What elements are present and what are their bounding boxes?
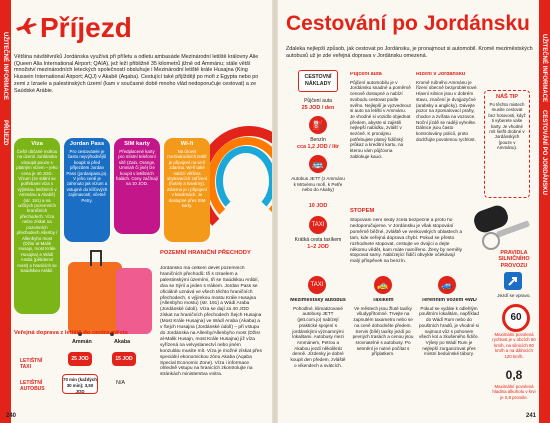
road-rules-note: Jezdí se vpravo. (497, 293, 531, 298)
hitch-text: Stopování není nikdy zcela bezpečné a proto ho nedoporučujeme. V Jordánsku je však stopování poměrně běžné, zvláště ve venkovských oblastech a tam, kde veřejná doprava chybí. Pokud se přesto rozhodnete stopovat, cestujte ve dvojici a dejte někomu vědět, kam máte namířeno. Ženy by neměly stopovat samy. Nabízející řidiči obvykle očekávají malý příspěvek na benzín. (350, 218, 462, 265)
table-col-amman: Ammán (72, 339, 92, 345)
taxi-amman-value: 25 JOD (68, 352, 92, 366)
alcohol-limit-text: Maximální povolená hladina alkoholu v krvi je 0,8 promile. (492, 384, 536, 400)
transport-heading: Veřejná doprava z letiště do centra města (14, 330, 128, 336)
driving-section (416, 72, 478, 202)
speed-limit-sign: 60 (502, 304, 530, 332)
car-rental-heading: Půjčení auta (350, 72, 382, 77)
table-row-taxi-label: LETIŠTNÍ TAXI (20, 358, 43, 370)
crossings-heading: POZEMNÍ HRANIČNÍ PŘECHODY (160, 250, 251, 256)
side-tab-section: PŘÍJEZD (2, 120, 8, 146)
page-title: Příjezd (40, 12, 132, 43)
taxi-column-heading: Taxíkem (372, 298, 394, 303)
jordan-pass-card-body: Pro cestovatele je často nejvýhodnější koupit si před příjezdem Jordan Pass (jordanpass.jo). V jeho ceně je zahrnuto jak vízum a vstupné do klíčových zajímavostí, včetně Petry. (66, 149, 108, 203)
cost-label: Autobus JETT (z Ammánu k Mrtvému moři, k Petře nebo do Akaby) (291, 176, 345, 193)
bus-column-text: Pohodlné, klimatizované autobusy JETT (jett.com.jo) nabízejí praktické spojení s jordánskými významnými lokalitami. Autobusy mezi Ammánem, Petrou a Akabou jezdí několikrát denně. Jízdenky je dobré koupit den předem, zvláště o víkendech a svátcích. (290, 305, 346, 368)
fuel-icon: ⛽ (309, 116, 327, 134)
jeep-icon: 🚙 (438, 276, 456, 294)
wifi-card (164, 138, 210, 242)
jordan-pass-card-title: Jordan Pass (69, 141, 105, 147)
wifi-card-title: Wi-fi (180, 141, 194, 147)
car-icon: 🚕 (374, 276, 392, 294)
costs-box: CESTOVNÍ NÁKLADY (298, 70, 338, 92)
page-title: Cestování po Jordánsku (286, 12, 530, 35)
bus-column-heading: Meziměstský autobus (290, 298, 346, 303)
driving-heading: Řízení v Jordánsku (416, 72, 466, 77)
visa-card-body: Čeští občané mohou na území Jordánska vstoupit pouze s platným vízem – jeho cena je 40 JOD. Vízum (ze státní se potřebami víza s výjimkou letištních v Ammánu a Akabě) (str. 191) a na určitých pozemních hraničních přechodech. Víza nelze získat na pozemních přechodech Allenby / Allenbyho most (Džisr al-Malik Husajn, most Krále Husajna) a Wádí Araba (pětidenní most) a hranicích se Saúdskou Arábií. (16, 149, 58, 273)
sim-card-card (114, 138, 160, 234)
wifi-card-body: Na úrovni mezinárodních letišť je připojení na wi-fi zdarma. Wi-fi také nabízí většina ubytovacích zařízení (hotely a kavárny). Zdarma je i připojení v kavárnách. Je dostupné přes SIM karty. (166, 149, 208, 209)
cost-value: cca 1,2 JOD / litr (297, 144, 339, 150)
jordan-pass-card (64, 138, 110, 242)
car-rental-text: Půjčení automobilu je v Jordánsku snadné a poměrně cenově dostupné a nabízí svobodu cestovat podle svého. Nejlepší je vyzvednout si auto na letišti v Ammánu. Je vhodné si vozidlo objednat předem, abyste si zajistili nejlepší nabídku, zvlášť v sezóně. K pronájmu potřebujete platný řidičský průkaz a kreditní kartu, na kterou vám půjčovna zablokuje kauci. (350, 79, 411, 159)
bus-amman-value: 70 min (každých 30 min); 3,50 JOD (62, 374, 98, 394)
alcohol-limit-value: 0,8 (505, 368, 523, 382)
taxi-column (352, 298, 414, 408)
side-tab-label: UŽITEČNÉ INFORMACE (2, 32, 8, 100)
crossings-text: Jordánsko má celkem devět pozemních hraničních přechodů: tři s Izraelem a palestinskými územími, tři se Saúdskou Arábií, dva se Sýrií a jeden s Irákem. Jordan Pass se oficiálně uznává ve všech těchto hraničních přechodech, s výjimkou mostu Krále Husajna (Allenbyho mostu) (str. 191) a Wádí Araba (Jordánské údolí). Víza se dají za 40 JOD získat na hraničních přechodech Šejch Husajna (Most Krále Husajna) ve Wádí Araba (Akaba) a v Šejch Husajna (Jordánské údolí) – při vstupu do Jordánska na Allenby/Allenbyho most (Džisr al-Malik Husajn, most Krále Husajna) již víza vyřízená na velvyslanectví nebo jiném konzulátu musíte mít. Víza je možné získat přes speciální ekonomickou zónu Akaba (Aqaba Special Economic Zone). Víza i informace ohledně vstupu na hranicích zkontrolujte na stránkách ministerstva vnitra. (160, 266, 262, 378)
airplane-icon (14, 16, 38, 36)
intro-text: Zdaleka nejlepší způsob, jak cestovat po Jordánsku, je pronajmout si automobil. Kromě meziměstských autobusů už je zde veřejná doprava v Jordánsku omezená. (286, 46, 533, 59)
table-row-bus-label: LETIŠTNÍ AUTOBUS (20, 380, 45, 392)
cost-label: Krátká cesta taxíkem (294, 237, 342, 243)
cost-value: 10 JOD (308, 203, 328, 209)
taxi-aqaba-value: 15 JOD (112, 352, 136, 366)
taxi-icon: TAXI (308, 276, 326, 294)
table-col-aqaba: Akaba (114, 339, 131, 345)
bus-column (290, 298, 346, 408)
bus-aqaba-value: N/A (116, 380, 125, 386)
bus-icon: 🚌 (309, 155, 327, 173)
road-rules-heading: PRAVIDLA SILNIČNÍHO PROVOZU (498, 250, 530, 269)
tip-heading: NÁŠ TIP (495, 94, 519, 100)
taxi-icon: TAXI (309, 216, 327, 234)
page-number: 241 (525, 413, 536, 419)
sim-card-body: Předplacené karty pro místní telefonní sítě (Zain, Orange, Umniah či jiné) lze koupit v letištních halách. Ceny začínají na 10 JOD. (116, 149, 158, 187)
cost-value: 25 JOD / den (301, 105, 335, 111)
cost-label: Benzín (310, 137, 326, 143)
sim-card-title: SIM karty (124, 141, 150, 147)
cost-value: 1–2 JOD (307, 244, 329, 250)
cost-label: Půjčení auta (304, 98, 332, 104)
visa-card-title: Víza (31, 141, 43, 147)
page-number: 240 (6, 413, 17, 419)
right-page (278, 0, 550, 423)
left-side-tab (0, 0, 11, 423)
visa-card (14, 138, 60, 314)
tip-box (484, 90, 530, 198)
car-rental-section (350, 72, 412, 202)
hitch-heading: STOPEM (350, 208, 375, 214)
intro-text: Většina návštěvníků Jordánska využívá při příletu a odletu ambasáde Mezinárodní letiště královny Alie (Queen Alia International Airport; QAIA), jež leží přibližně 35 kilometrů jižně od Ammánu; stále větší množství mezinárodních leteckých společností obsluhuje i Mezinárodní letiště krále Husajna (King Hussein International Airport; AQJ) v Akabě (Aqaba). Cestující také přijíždějí po moři z Egypta nebo po zemi z Izraele a palestinských území (kam v současné době mnoho vlád nedoporučuje cestovat) a ze Saúdské Arábie. (14, 54, 259, 94)
rainbow-arc-blue (216, 146, 276, 216)
driving-text: Kromě rušného Ammánu je řízení obecně bezproblémové. Hlavní silnice jsou v dobrém stavu, značení je dvojjazyčné (arabsky a anglicky). Dávejte pozor na zpomalovací prahy, chodce a zvířata na vozovce. Noční jízdě se raději vyhněte. Dálnice jsou často kontrolovány policií, proto dodržujte povolenou rychlost. (416, 79, 478, 142)
tip-text: Po těchto mistech musíte cestovat bez hotovosti, když ti vyberete vaše karty. Je vhodné mít šetřit drobné v Jordánských (pouze v Ammánu). (488, 102, 526, 151)
speed-limit-text: Maximální povolená rychlost je v obcích 60 km/h, na silnicích 80 km/h a na dálnicích 120 km/h. (492, 332, 536, 359)
4wd-column-text: Pokud se vydáte k odlehlým pouštním lokalitám, například do Wádí Rum nebo do pouštních hradů, je vhodné si najmout vůz s pohonem všech kol a zkušeného řidiče. Výlety po Wádí Rum je nejlepší zorganizovat přes místní beduínské tábory. (418, 305, 479, 357)
taxi-column-text: Ve městech jsou žluté taxíky všudypřítomné. Trvejte na zapnutém taxametru nebo se na ceně dohodněte předem. Servis (bílé) taxíky jezdí po pevných trasách a cenou jsou srovnatelné s autobusy. Po setmění je nutné počítat s příplatkem. (352, 305, 414, 357)
side-tab-section: CESTOVÁNÍ PO JORDÁNSKU (541, 110, 547, 195)
keep-right-sign-icon (504, 272, 522, 290)
side-tab-label: UŽITEČNÉ INFORMACE (541, 34, 547, 102)
right-side-tab (539, 0, 550, 423)
4wd-column-heading: Terénním vozem 4WD (421, 298, 477, 303)
4wd-column (418, 298, 480, 408)
left-page (0, 0, 272, 423)
